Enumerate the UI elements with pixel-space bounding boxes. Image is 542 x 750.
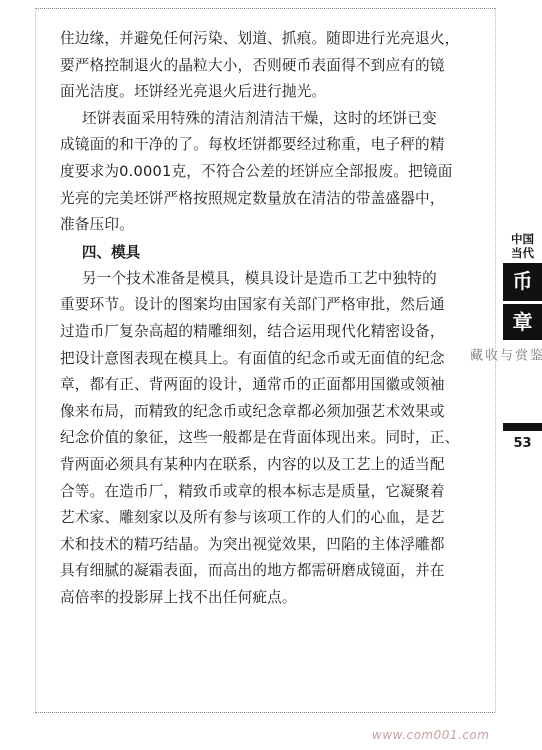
chapter-tab-medal-block bbox=[503, 304, 542, 340]
text-line: 重要环节。设计的图案均由国家有关部门严格审批，然后通 bbox=[60, 296, 445, 314]
page-border-left bbox=[35, 8, 36, 712]
paragraph-3 bbox=[60, 266, 480, 612]
text-line: 艺术家、雕刻家以及所有参与该项工作的人们的心血，是艺 bbox=[60, 509, 445, 527]
text-line: 术和技术的精巧结晶。为突出视觉效果，凹陷的主体浮雕都 bbox=[60, 535, 445, 553]
chapter-tab-coin: 币 bbox=[512, 269, 533, 293]
text-line: 过造币厂复杂高超的精雕细刻，结合运用现代化精密设备， bbox=[60, 322, 445, 340]
text-line: 高倍率的投影屏上找不出任何疵点。 bbox=[60, 588, 297, 606]
paragraph-1 bbox=[60, 26, 480, 106]
chapter-tab bbox=[467, 232, 542, 451]
text-line: 度要求为0.0001克，不符合公差的坯饼应全部报废。把镜面 bbox=[60, 162, 453, 180]
text-line: 要严格控制退火的晶粒大小，否则硬币表面得不到应有的镜 bbox=[60, 56, 445, 74]
text-line: 光亮的完美坯饼严格按照规定数量放在清洁的带盖盛器中， bbox=[60, 189, 445, 207]
page-number-bar bbox=[503, 423, 542, 431]
text-line: 成镜面的和干净的了。每枚坯饼都要经过称重，电子秤的精 bbox=[60, 136, 445, 154]
text-line: 另一个技术准备是模具，模具设计是造币工艺中独特的 bbox=[81, 269, 437, 287]
text-line: 准备压印。 bbox=[60, 216, 134, 234]
text-line: 住边缘，并避免任何污染、划道、抓痕。随即进行光亮退火， bbox=[60, 30, 460, 47]
page-number: 53 bbox=[513, 436, 532, 451]
text-line: 合等。在造币厂，精致币或章的根本标志是质量，它凝聚着 bbox=[60, 482, 445, 500]
section-heading: 四、模具 bbox=[81, 243, 141, 261]
text-line: 纪念价值的象征，这些一般都是在背面体现出来。同时，正、 bbox=[60, 429, 460, 447]
text-line: 坯饼表面采用特殊的清洁剂清洁干燥，这时的坯饼已变 bbox=[81, 109, 437, 127]
page-border-top bbox=[35, 8, 495, 9]
text-line: 像来布局，而精致的纪念币或纪念章都必须加强艺术效果或 bbox=[60, 402, 445, 420]
watermark: www.com001.com bbox=[372, 728, 490, 742]
chapter-tab-coin-block bbox=[503, 263, 542, 301]
paragraph-2 bbox=[60, 106, 480, 239]
page-border-bottom bbox=[35, 712, 495, 713]
chapter-tab-title-1: 中国 bbox=[511, 232, 534, 246]
chapter-tab-subtitle: 鉴赏与收藏 bbox=[467, 348, 542, 361]
text-line: 面光洁度。坯饼经光亮退火后进行抛光。 bbox=[60, 83, 327, 101]
text-line: 具有细腻的凝霜表面，而高出的地方都需研磨成镜面，并在 bbox=[60, 562, 445, 580]
text-line: 背两面必须具有某种内在联系，内容的以及工艺上的适当配 bbox=[60, 455, 445, 473]
text-line: 章，都有正、背两面的设计，通常币的正面都用国徽或领袖 bbox=[60, 376, 445, 394]
text-line: 把设计意图表现在模具上。有面值的纪念币或无面值的纪念 bbox=[60, 349, 445, 367]
body-text bbox=[60, 26, 480, 611]
chapter-tab-title-2: 当代 bbox=[511, 246, 534, 260]
chapter-tab-medal: 章 bbox=[512, 310, 533, 334]
